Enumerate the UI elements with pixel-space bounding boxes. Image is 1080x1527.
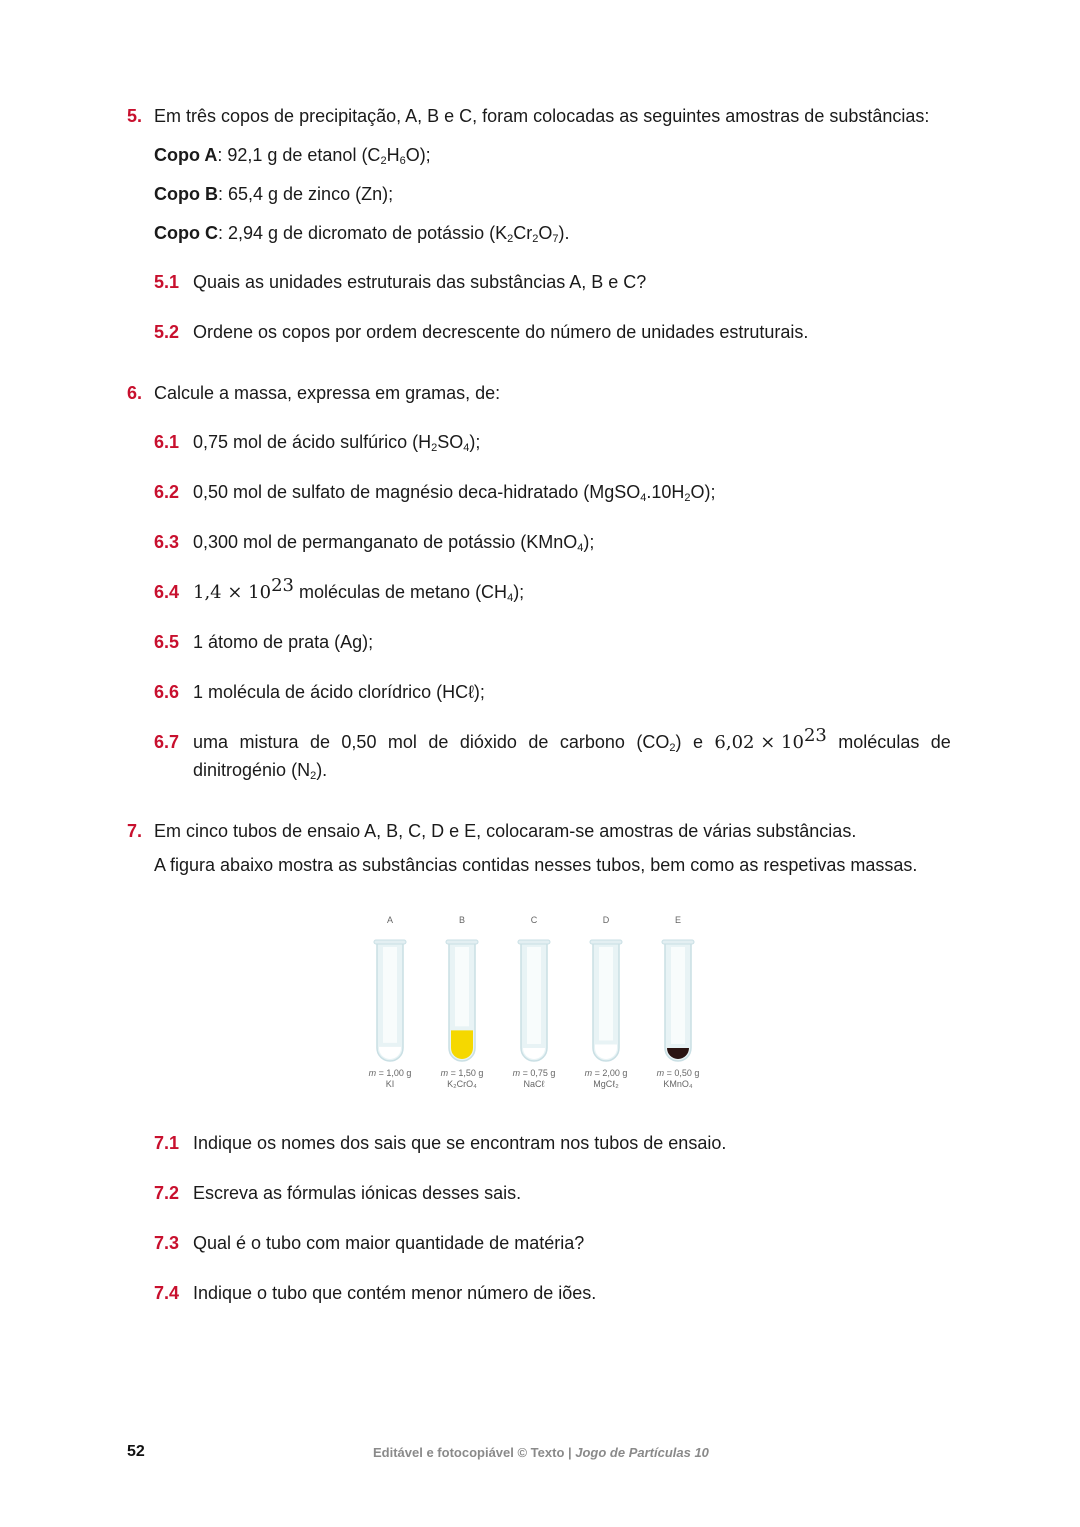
tube-highlight <box>383 947 397 1043</box>
subquestion-text: Indique o tubo que contém menor número de iões. <box>193 1283 597 1303</box>
test-tube-c <box>516 937 552 1067</box>
tube-highlight <box>527 947 541 1044</box>
tube-formula: NaCℓ <box>523 1079 545 1089</box>
subquestion-number: 6.2 <box>154 482 180 502</box>
subquestion-text: Escreva as fórmulas iónicas desses sais. <box>193 1183 522 1203</box>
subquestion-text: 1 molécula de ácido clorídrico (HCℓ); <box>193 682 485 702</box>
tube-formula: MgCℓ₂ <box>593 1079 619 1089</box>
footer-copyright <box>373 1445 709 1460</box>
formula-part: O); <box>405 145 431 165</box>
tube-label: B <box>458 915 465 925</box>
subquestion-number: 6.5 <box>154 632 180 652</box>
formula-part: O <box>538 223 553 243</box>
formula-part: Cr <box>513 223 533 243</box>
copo-label: Copo A <box>154 145 218 165</box>
tube-mass: m = 1,50 g <box>440 1068 484 1078</box>
subquestion-text: 0,300 mol de permanganato de potássio (KMnO$_4$); <box>193 532 595 554</box>
tube-highlight <box>455 947 469 1026</box>
subquestion-number: 5.1 <box>154 272 180 292</box>
question-text: Calcule a massa, expressa em gramas, de: <box>154 383 501 403</box>
question-7-description: A figura abaixo mostra as substâncias contidas nesses tubos, bem como as respetivas massas. <box>154 855 918 875</box>
copo-b <box>154 183 393 205</box>
copo-a <box>154 144 431 166</box>
copo-c <box>154 222 570 244</box>
tube-highlight <box>671 947 685 1044</box>
test-tubes-figure <box>355 915 725 1100</box>
tube-highlight <box>599 947 613 1040</box>
test-tube-b <box>444 937 480 1067</box>
tube-rim <box>374 940 406 944</box>
subquestion-text: Ordene os copos por ordem decrescente do número de unidades estruturais. <box>193 322 809 342</box>
copo-label: Copo B <box>154 184 218 204</box>
tube-mass: m = 1,00 g <box>368 1068 412 1078</box>
tube-formula: KI <box>385 1079 395 1089</box>
tube-mass: m = 2,00 g <box>584 1068 628 1078</box>
subquestion-number: 6.7 <box>154 732 180 752</box>
copo-text: : 65,4 g de zinco (Zn); <box>217 184 394 204</box>
tube-formula: K₂CrO₄ <box>447 1079 477 1089</box>
subquestion-number: 6.3 <box>154 532 180 552</box>
tube-mass: m = 0,50 g <box>656 1068 700 1078</box>
test-tube-a <box>372 937 408 1067</box>
question-text: Em cinco tubos de ensaio A, B, C, D e E, colocaram-se amostras de várias substâncias. <box>154 821 857 841</box>
question-number: 6. <box>127 383 143 403</box>
test-tube-d <box>588 937 624 1067</box>
copo-text: : 2,94 g de dicromato de potássio (K <box>217 223 508 243</box>
subquestion-number: 7.3 <box>154 1233 180 1253</box>
tube-rim <box>446 940 478 944</box>
tube-label: D <box>602 915 610 925</box>
subquestion-text: Indique os nomes dos sais que se encontram nos tubos de ensaio. <box>193 1133 727 1153</box>
subquestion-text: 0,50 mol de sulfato de magnésio deca-hidratado $(MgSO_4.10H_2O)$; <box>193 482 716 504</box>
tube-rim <box>662 940 694 944</box>
tube-contents <box>451 1030 473 1059</box>
tube-rim <box>590 940 622 944</box>
page-number: 52 <box>127 1443 145 1460</box>
formula-part: ). <box>558 223 570 243</box>
subquestion-text: 0,75 mol de ácido sulfúrico $(H_2SO_4)$; <box>193 432 481 454</box>
subquestion-text: $1,4 \times 10^{23}$ moléculas de metano $(CH_4)$; <box>193 575 525 604</box>
tube-mass: m = 0,75 g <box>512 1068 556 1078</box>
subquestion-text: Quais as unidades estruturais das substâncias A, B e C? <box>193 272 647 292</box>
tube-formula: KMnO₄ <box>663 1079 693 1089</box>
subquestion-number: 6.4 <box>154 582 180 602</box>
subscript: 2 <box>532 233 539 245</box>
question-number: 5. <box>127 106 143 126</box>
subquestion-number: 6.6 <box>154 682 180 702</box>
subquestion-6-7-continuation: dinitrogénio $(N_2)$. <box>193 760 328 782</box>
copo-text: : 92,1 g de etanol (C <box>217 145 381 165</box>
formula-part: H <box>386 145 400 165</box>
subquestion-text: uma mistura de 0,50 mol de dióxido de carbono $(CO_2)$ e $6,02 \times 10^{23}$ moléculas de <box>193 725 951 754</box>
question-text: Em três copos de precipitação, A, B e C, foram colocadas as seguintes amostras de substâncias: <box>154 106 930 126</box>
footer-book-title: Jogo de Partículas 10 <box>575 1445 709 1460</box>
subscript: 2 <box>380 155 387 167</box>
tube-label: C <box>530 915 538 925</box>
subquestion-number: 7.2 <box>154 1183 180 1203</box>
subquestion-number: 7.1 <box>154 1133 180 1153</box>
subscript: 6 <box>399 155 406 167</box>
tube-label: A <box>386 915 393 925</box>
tube-label: E <box>674 915 681 925</box>
subquestion-number: 7.4 <box>154 1283 180 1303</box>
test-tube-e <box>660 937 696 1067</box>
subscript: 7 <box>552 233 559 245</box>
footer-text: Editável e fotocopiável © Texto | <box>373 1445 576 1460</box>
subquestion-text: 1 átomo de prata (Ag); <box>193 632 374 652</box>
question-number: 7. <box>127 821 143 841</box>
subscript: 2 <box>507 233 514 245</box>
copo-label: Copo C <box>154 223 218 243</box>
subquestion-number: 5.2 <box>154 322 180 342</box>
subquestion-text: Qual é o tubo com maior quantidade de matéria? <box>193 1233 585 1253</box>
subquestion-number: 6.1 <box>154 432 180 452</box>
tube-rim <box>518 940 550 944</box>
